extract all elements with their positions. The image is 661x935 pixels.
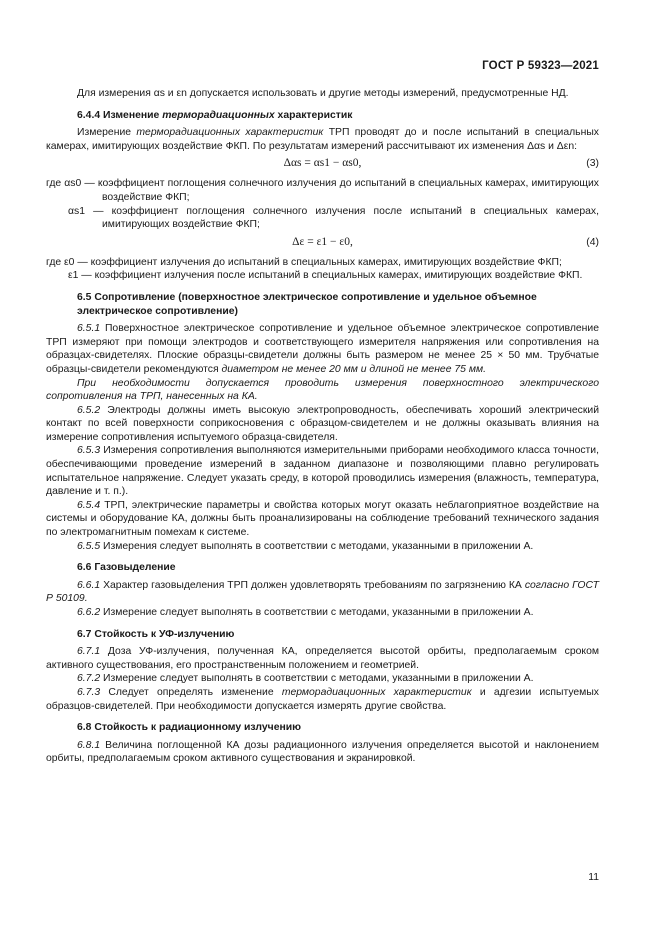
paragraph-6-5-1: 6.5.1 Поверхностное электрическое сопротивление и удельное объемное электрическое сопротивление ТРП измеряют при помощи электродов и соответствующего измерителя напряжения или сопротивления на образцах-свидетелях. Плоские образцы-свидетели должны быть размером не менее 25 × 50 мм. Трубчатые образцы-свидетели рекомендуются диаметром не менее 20 мм и длиной не менее 75 мм. — [46, 323, 599, 375]
paragraph-6-5-3: 6.5.3 Измерения сопротивления выполняются измерительными приборами необходимого класса точности, обеспечивающими проведение измерений в заданном диапазоне и позволяющими плавно регулировать испытательное напряжение. Следует указать среду, в которой проводились измерения (влажность, температура, давление и т. п.). — [46, 445, 599, 498]
paragraph-6-7-1: 6.7.1 Доза УФ-излучения, полученная КА, определяется высотой орбиты, предполагаемым сроком активного существования, его пространственным положением и геометрией. — [46, 646, 599, 671]
section-6-8-heading: 6.8 Стойкость к радиационному излучению — [77, 722, 302, 734]
definition-alpha-s0: где αs0 — коэффициент поглощения солнечного излучения до испытаний в специальных камерах, имитирующих воздействие ФКП; — [46, 178, 599, 203]
definition-alpha-s1: αs1 — коэффициент поглощения солнечного излучения после испытаний в специальных камерах, имитирующих воздействие ФКП; — [68, 205, 599, 231]
page-number: 11 — [588, 872, 599, 883]
page-content — [46, 87, 599, 766]
standard-header: ГОСТ Р 59323—2021 — [482, 60, 599, 72]
equation-3-formula: Δαs = αs1 − αs0, — [283, 157, 362, 170]
definition-epsilon-1: ε1 — коэффициент излучения после испытаний в специальных камерах, имитирующих воздействие ФКП. — [68, 270, 583, 282]
equation-3 — [46, 153, 599, 177]
equation-4-number: (4) — [586, 236, 599, 248]
paragraph-6-5-5: 6.5.5 Измерения следует выполнять в соответствии с методами, указанными в приложении А. — [77, 540, 534, 552]
intro-paragraph: Для измерения αs и εn допускается использовать и другие методы измерений, предусмотренные НД. — [77, 88, 569, 99]
section-6-4-4-paragraph: Измерение терморадиационных характеристик ТРП проводят до и после испытаний в специальных камерах, имитирующих воздействие ФКП. По результатам измерений рассчитывают их изменения Δαs и Δεn: — [46, 127, 599, 152]
section-6-5-heading: 6.5 Сопротивление (поверхностное электрическое сопротивление и удельное объемное электрическое сопротивление) — [77, 291, 537, 317]
section-6-4-4-heading: 6.4.4 Изменение терморадиационных характеристик — [77, 109, 353, 121]
section-6-7-heading: 6.7 Стойкость к УФ-излучению — [77, 628, 235, 640]
paragraph-6-6-1: 6.6.1 Характер газовыделения ТРП должен удовлетворять требованиям по загрязнению КА согласно ГОСТ Р 50109. — [46, 579, 599, 605]
note-6-5-1: При необходимости допускается проводить измерения поверхностного электрического сопротивления на ТРП, нанесенных на КА. — [46, 377, 599, 403]
equation-4-formula: Δε = ε1 − ε0, — [292, 235, 353, 248]
equation-3-number: (3) — [586, 158, 599, 170]
equation-4 — [46, 232, 599, 256]
paragraph-6-7-2: 6.7.2 Измерение следует выполнять в соответствии с методами, указанными в приложении А. — [77, 673, 534, 685]
paragraph-6-5-2: 6.5.2 Электроды должны иметь высокую электропроводность, обеспечивать хороший электрический контакт по всей поверхности соприкосновения с образцом-свидетелем и не должны оказывать влияния на измерение сопротивления испытуемого образца-свидетеля. — [46, 404, 599, 443]
paragraph-6-5-4: 6.5.4 ТРП, электрические параметры и свойства которых могут оказать неблагоприятное воздействие на системы и оборудование КА, должны быть проанализированы на соблюдение требований технического задания по электромагнитным помехам к системе. — [46, 499, 599, 539]
section-6-6-heading: 6.6 Газовыделение — [77, 562, 176, 574]
definition-epsilon-0: где ε0 — коэффициент излучения до испытаний в специальных камерах, имитирующих воздействие ФКП; — [46, 256, 562, 268]
paragraph-6-8-1: 6.8.1 Величина поглощенной КА дозы радиационного излучения определяется высотой и наклонением орбиты, предполагаемым сроком активного существования и экранировкой. — [46, 739, 599, 765]
paragraph-6-7-3: 6.7.3 Следует определять изменение терморадиационных характеристик и адгезии испытуемых образцов-свидетелей. При необходимости допускается измерять другие свойства. — [46, 686, 599, 712]
paragraph-6-6-2: 6.6.2 Измерение следует выполнять в соответствии с методами, указанными в приложении А. — [77, 607, 534, 618]
